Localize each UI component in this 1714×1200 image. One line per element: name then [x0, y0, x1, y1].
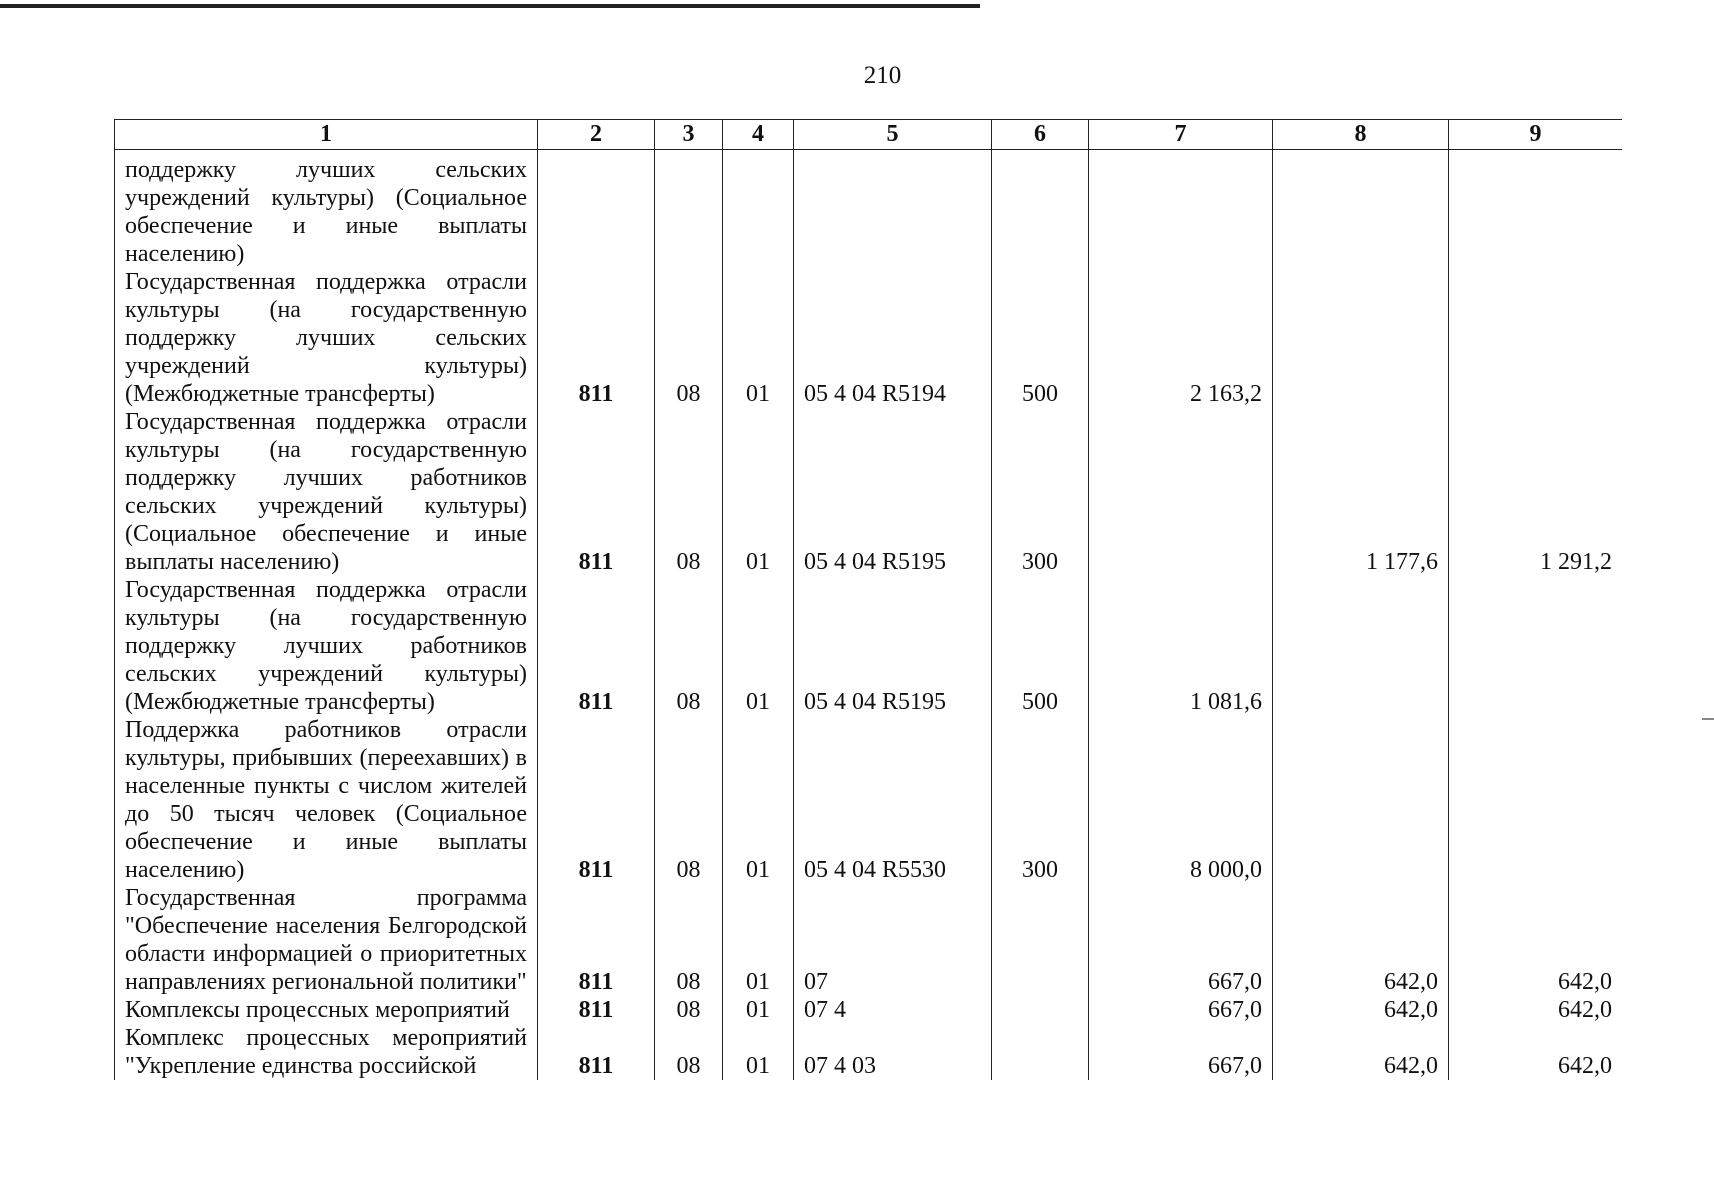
cell-csr: 05 4 04 R5194	[794, 268, 992, 408]
cell-rz: 08	[655, 716, 723, 884]
column-header-7: 7	[1089, 120, 1273, 150]
cell-amount-7: 8 000,0	[1089, 716, 1273, 884]
cell-pr: 01	[723, 884, 794, 996]
scan-margin-mark	[1702, 718, 1714, 720]
table-row	[115, 576, 1623, 716]
table-row	[115, 716, 1623, 884]
cell-amount-7: 2 163,2	[1089, 268, 1273, 408]
cell-gr: 811	[538, 576, 655, 716]
table-row	[115, 884, 1623, 996]
cell-pr: 01	[723, 716, 794, 884]
cell-amount-9: 1 291,2	[1449, 408, 1623, 576]
cell-csr: 07 4	[794, 996, 992, 1024]
row-name: Государственная поддержка отрасли культуры (на государственную поддержку лучших работников сельских учреждений культуры) (Социальное обеспечение и иные выплаты населению)	[115, 408, 538, 576]
cell-vr: 500	[992, 268, 1089, 408]
cell-csr: 07	[794, 884, 992, 996]
table-row	[115, 150, 1623, 269]
cell-pr: 01	[723, 268, 794, 408]
cell-rz: 08	[655, 576, 723, 716]
column-header-1: 1	[115, 120, 538, 150]
cell-rz: 08	[655, 996, 723, 1024]
cell-amount-8	[1273, 716, 1449, 884]
cell-gr: 811	[538, 268, 655, 408]
column-header-5: 5	[794, 120, 992, 150]
cell-amount-9: 642,0	[1449, 996, 1623, 1024]
cell-pr: 01	[723, 1024, 794, 1080]
cell-amount-9	[1449, 150, 1623, 269]
top-rule	[0, 4, 980, 8]
header-row	[115, 120, 1623, 150]
column-header-2: 2	[538, 120, 655, 150]
table-row	[115, 408, 1623, 576]
cell-vr: 300	[992, 716, 1089, 884]
row-name: Комплексы процессных мероприятий	[115, 996, 538, 1024]
column-header-8: 8	[1273, 120, 1449, 150]
cell-csr: 05 4 04 R5195	[794, 408, 992, 576]
cell-vr: 500	[992, 576, 1089, 716]
cell-gr	[538, 150, 655, 269]
table-row	[115, 996, 1623, 1024]
cell-amount-7	[1089, 408, 1273, 576]
cell-rz: 08	[655, 268, 723, 408]
table-container	[114, 119, 1622, 1103]
page-number: 210	[863, 62, 902, 89]
cell-amount-8: 642,0	[1273, 996, 1449, 1024]
row-name: Поддержка работников отрасли культуры, прибывших (переехавших) в населенные пункты с числом жителей до 50 тысяч человек (Социальное обеспечение и иные выплаты населению)	[115, 716, 538, 884]
cell-amount-8: 642,0	[1273, 884, 1449, 996]
cell-amount-7: 667,0	[1089, 996, 1273, 1024]
cell-csr: 05 4 04 R5195	[794, 576, 992, 716]
cell-rz: 08	[655, 408, 723, 576]
cell-amount-9	[1449, 716, 1623, 884]
cell-csr: 07 4 03	[794, 1024, 992, 1080]
cell-amount-8	[1273, 576, 1449, 716]
cell-pr: 01	[723, 996, 794, 1024]
cell-csr	[794, 150, 992, 269]
cell-csr: 05 4 04 R5530	[794, 716, 992, 884]
cell-vr	[992, 1024, 1089, 1080]
cell-vr	[992, 150, 1089, 269]
table-row	[115, 268, 1623, 408]
cell-amount-9: 642,0	[1449, 1024, 1623, 1080]
cell-pr	[723, 150, 794, 269]
cell-amount-7: 667,0	[1089, 884, 1273, 996]
cell-amount-7	[1089, 150, 1273, 269]
cell-gr: 811	[538, 996, 655, 1024]
cell-rz: 08	[655, 884, 723, 996]
cell-amount-8	[1273, 150, 1449, 269]
table-row	[115, 1024, 1623, 1080]
cell-amount-8	[1273, 268, 1449, 408]
cell-amount-9	[1449, 268, 1623, 408]
row-name: Комплекс процессных мероприятий "Укрепление единства российской	[115, 1024, 538, 1080]
row-name: Государственная программа "Обеспечение населения Белгородской области информацией о приоритетных направлениях региональной политики"	[115, 884, 538, 996]
cell-pr: 01	[723, 576, 794, 716]
column-header-6: 6	[992, 120, 1089, 150]
cell-gr: 811	[538, 408, 655, 576]
row-name: Государственная поддержка отрасли культуры (на государственную поддержку лучших сельских учреждений культуры) (Межбюджетные трансферты)	[115, 268, 538, 408]
cell-rz: 08	[655, 1024, 723, 1080]
column-header-9: 9	[1449, 120, 1623, 150]
cell-amount-7: 1 081,6	[1089, 576, 1273, 716]
column-header-3: 3	[655, 120, 723, 150]
row-name: поддержку лучших сельских учреждений культуры) (Социальное обеспечение и иные выплаты населению)	[115, 150, 538, 269]
cell-amount-8: 1 177,6	[1273, 408, 1449, 576]
row-name: Государственная поддержка отрасли культуры (на государственную поддержку лучших работников сельских учреждений культуры) (Межбюджетные трансферты)	[115, 576, 538, 716]
cell-amount-8: 642,0	[1273, 1024, 1449, 1080]
cell-vr: 300	[992, 408, 1089, 576]
cell-gr: 811	[538, 716, 655, 884]
cell-rz	[655, 150, 723, 269]
cell-amount-9: 642,0	[1449, 884, 1623, 996]
cell-vr	[992, 996, 1089, 1024]
budget-table	[114, 119, 1622, 1080]
cell-gr: 811	[538, 884, 655, 996]
column-header-4: 4	[723, 120, 794, 150]
cell-vr	[992, 884, 1089, 996]
cell-pr: 01	[723, 408, 794, 576]
cell-amount-7: 667,0	[1089, 1024, 1273, 1080]
cell-amount-9	[1449, 576, 1623, 716]
cell-gr: 811	[538, 1024, 655, 1080]
